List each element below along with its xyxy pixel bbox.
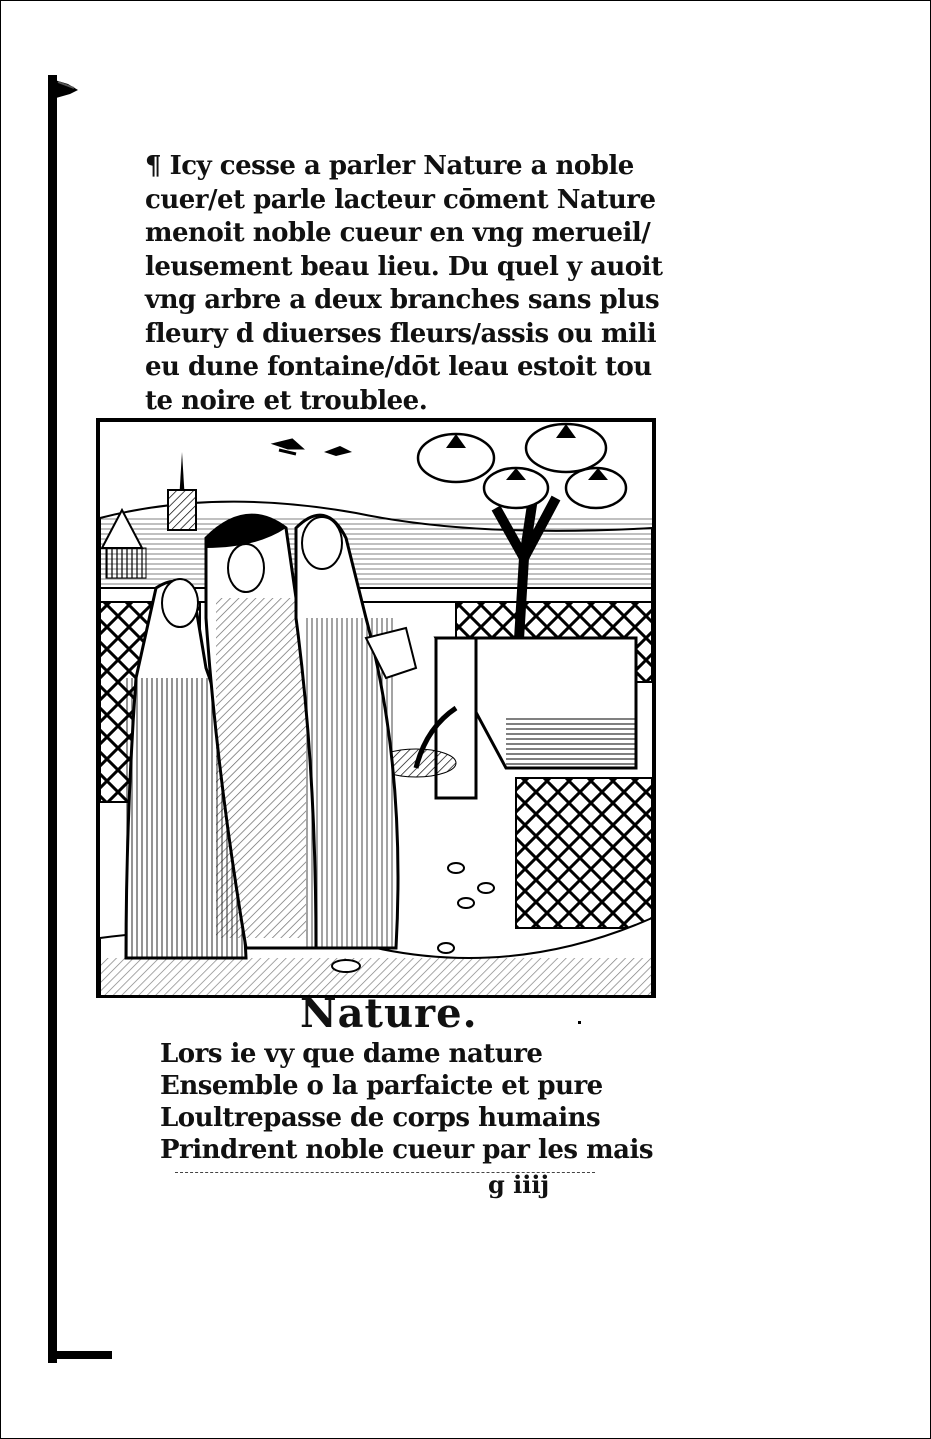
signature-mark: g iiij bbox=[488, 1170, 550, 1199]
rule-bottom-cap bbox=[48, 1351, 112, 1359]
verse-line: Ensemble o la parfaicte et pure bbox=[160, 1071, 603, 1101]
ink-speck bbox=[578, 1021, 581, 1024]
margin-rule bbox=[48, 75, 57, 1363]
section-heading: Nature. bbox=[300, 990, 478, 1037]
paragraph-line: leusement beau lieu. Du quel y auoit bbox=[145, 251, 663, 282]
paragraph-line: te noire et troublee. bbox=[145, 385, 428, 416]
paragraph-line: ¶ Icy cesse a parler Nature a noble bbox=[145, 151, 634, 181]
woodcut-illustration bbox=[96, 418, 656, 1000]
paragraph-line: vng arbre a deux branches sans plus bbox=[145, 285, 660, 315]
verse-line: Loultrepasse de corps humains bbox=[160, 1103, 601, 1133]
paragraph-line: eu dune fontaine/dōt leau estoit tou bbox=[145, 352, 652, 382]
paragraph-line: cuer/et parle lacteur cōment Nature bbox=[145, 184, 656, 215]
verse-line: Prindrent noble cueur par les mais bbox=[160, 1135, 653, 1165]
verse-line: Lors ie vy que dame nature bbox=[160, 1039, 543, 1069]
rule-top-cap bbox=[48, 78, 80, 100]
verse-text bbox=[160, 1038, 653, 1166]
paragraph-text bbox=[145, 150, 663, 418]
paragraph-line: fleury d diuerses fleurs/assis ou mili bbox=[145, 318, 657, 349]
paragraph-line: menoit noble cueur en vng merueil/ bbox=[145, 218, 651, 248]
